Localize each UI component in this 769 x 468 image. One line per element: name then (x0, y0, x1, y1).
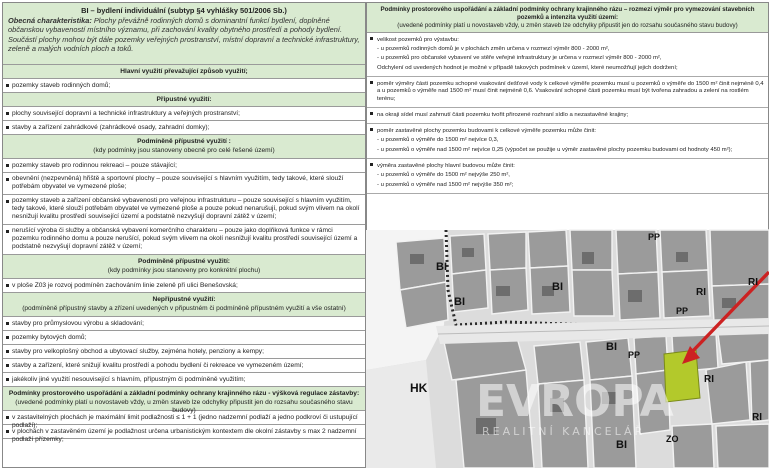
section-header-row (3, 93, 365, 107)
regulation-item-row (3, 107, 365, 121)
zone-label: PP (676, 306, 689, 316)
regulation-item-row (3, 359, 365, 373)
regulation-item: v plochách v zastavěném území je podlažnost určena urbanistickým kontextem dle okolní zástavby s max 2 nadzemní podlaží přízemky; (12, 428, 357, 443)
spatial-conditions-sections (367, 33, 768, 194)
regulation-item-row (3, 225, 365, 255)
zoning-map-svg (366, 230, 769, 468)
regulation-item: stavby a zařízení, které snižují kvalitu prostředí a pohodu bydlení či rekreace ve vymezeném území; (12, 362, 304, 369)
bullet-icon (370, 37, 373, 40)
regulation-item-row (3, 159, 365, 173)
regulation-item-row (3, 411, 365, 429)
regulation-item-row (3, 373, 365, 387)
bullet-icon (6, 364, 9, 367)
bullet-icon (6, 322, 9, 325)
bullet-icon (6, 350, 9, 353)
section-header: Připustné využití: (156, 96, 212, 103)
section-header-row (3, 135, 365, 159)
table-title-cell (3, 3, 365, 65)
section-header: Podmíněně přípustné využití : (137, 138, 231, 145)
condition-line: poměr zastavěné plochy pozemku budovami k celkové výměře pozemku může činit: (377, 128, 597, 135)
condition-line: - u pozemků rodinných domů je v plochách změn určena v rozmezí výměr 800 - 2000 m², (377, 46, 610, 53)
section-note: (uvedené podmínky platí u novostaveb vždy, u změn staveb lze odchylky připustit jen do rozsahu současného stavu budovy) (15, 399, 353, 414)
regulation-item: nerušící výroba či služby a občanská vybavení komerčního charakteru – pouze jako doplňková funkce v rámci pozemku rodinného domu a pouze nerušící, pokud svým vlivem na okolí nesnižují kvalitu prostředí související území a podstatně nezvyšují dopravní zátěž v území; (12, 227, 358, 250)
condition-line: - u pozemků o výměře do 1500 m² nejvýše 250 m², (377, 172, 510, 179)
regulation-item: pozemky staveb a zařízení občanské vybavenosti pro veřejnou infrastrukturu – pouze související s hlavním využitím, tedy takové, které slouží potřebám obyvatel ve vymezené ploše a pouze pokud nenarušují, pokud svým vlivem na okolí nesnižují kvalitu prostředí související území a podstatně nezvyšují dopravní zátěž v území; (12, 197, 360, 220)
regulation-item-row (3, 425, 365, 443)
section-header-row (3, 65, 365, 79)
zone-label: BI (454, 296, 465, 308)
bullet-icon (6, 84, 9, 87)
bullet-icon (6, 178, 9, 181)
bullet-icon (370, 81, 373, 84)
zone-label: PP (648, 232, 661, 242)
condition-line: - u pozemků pro občanské vybavení ve stěře veřejné infrastruktury je určena v rozmezí výměr 800 - 2000 m², (377, 55, 662, 62)
table-title: BI – bydlení individuální (subtyp §4 vyhlášky 501/2006 Sb.) (81, 6, 287, 15)
bullet-icon (6, 200, 9, 203)
regulation-item-row (3, 79, 365, 93)
bullet-icon (370, 112, 373, 115)
regulation-item: stavby pro průmyslovou výrobu a skladování; (12, 320, 144, 327)
bullet-icon (6, 336, 9, 339)
zone-label: RI (704, 374, 714, 385)
condition-line: - u pozemků o výměře nad 1500 m² nejvíce 0,25 (výpočet se použije u výměr zastavěné plochy pozemku budovami od hodnoty 450 m²); (377, 146, 733, 153)
spatial-conditions-note: (uvedené podmínky platí u novostaveb vždy, u změn staveb lze odchylky připustit jen do rozsahu současného stavu budovy) (397, 22, 738, 30)
regulation-item-row (3, 345, 365, 359)
regulation-item-row (3, 173, 365, 195)
regulation-item: stavby a zařízení zahrádkové (zahrádkové osady, zahradní domky); (12, 124, 210, 131)
bullet-icon (6, 230, 9, 233)
regulation-item: v ploše Z03 je rozvoj podmíněn zachováním linie zeleně při ulici Benešovská; (12, 282, 238, 289)
condition-section (367, 33, 768, 77)
zone-label: HK (410, 381, 428, 395)
zone-label: ZO (666, 434, 679, 444)
bullet-icon (6, 416, 9, 419)
bullet-icon (370, 128, 373, 131)
regulation-item: plochy související dopravní a technické infrastruktury a veřejných prostranství; (12, 110, 240, 117)
section-header: Podmíněně přípustné využití: (138, 258, 230, 265)
regulation-item-row (3, 121, 365, 135)
condition-line: poměr výměry části pozemku schopné vsakování dešťové vody k celkové výměře pozemku musí u pozemků o výměře do 1500 m² činit nejméně 0,4 a u pozemků o výměře nad 1500 m² musí činit nejméně 0,6. Vsakování schopné části pozemku musí být tvořena zahradou a zelení na rostlém terénu; (377, 80, 764, 102)
regulation-item: obevnění (nezpevněná) hřiště a sportovní plochy – pouze související s hlavním využitím, tedy takové, které slouží potřebám obyvatel ve vymezené ploše; (12, 175, 344, 190)
section-header-row (3, 387, 365, 414)
spatial-conditions-header: Podmínky prostorového uspořádání a základní podmínky ochrany krajinného rázu – rozmezí výměr pro vymezování stavebních pozemků a intenzita využití území: (uvedené podmínky platí u novostaveb vždy, u změn staveb lze odchylky připustit jen do rozsahu současného stavu budovy) (367, 3, 768, 33)
condition-line: výměra zastavěné plochy hlavní budovou může činit: (377, 163, 515, 170)
condition-line: - u pozemků o výměře do 1500 m² nejvíce 0,3, (377, 137, 499, 144)
watermark-text: EVROPA (476, 376, 674, 427)
section-header: Nepřípustné využití: (152, 296, 216, 303)
bullet-icon (6, 164, 9, 167)
zone-label: PP (628, 350, 641, 360)
zone-label: RI (752, 412, 762, 423)
regulation-item: pozemky staveb rodinných domů; (12, 82, 111, 89)
zoning-map (366, 230, 769, 468)
zone-label: RI (748, 277, 758, 288)
zone-label: BI (552, 281, 563, 293)
condition-section (367, 108, 768, 124)
regulation-item-row (3, 279, 365, 293)
regulation-item: v zastavitelných plochách je maximální limit podlažnosti ≤ 1 + 1 (jedno nadzemní podlaží a jedno podkroví či ustupující podlaží); (12, 414, 358, 429)
section-header-row (3, 255, 365, 279)
condition-line: na okraji sídel musí zahrnutí části pozemku tvořit přirozené rozhraní sídlo a nezastavěné krajiny; (377, 111, 629, 118)
section-header: Hlavní využití převažující způsob využití; (120, 68, 248, 75)
condition-line: velikost pozemků pro výstavbu: (377, 36, 459, 43)
condition-section (367, 124, 768, 159)
regulation-item-row (3, 331, 365, 345)
condition-line: - u pozemků o výměře nad 1500 m² nejvýše 350 m²; (377, 181, 514, 188)
bullet-icon (6, 112, 9, 115)
condition-section (367, 77, 768, 108)
condition-section (367, 159, 768, 194)
section-header-row (3, 293, 365, 317)
regulation-item-row (3, 195, 365, 225)
bullet-icon (6, 126, 9, 129)
section-note: (podmíněně přípustný stavby a zřízení uvedených v připustném či podmíněně přípustném využití a vše ostatní) (22, 305, 346, 312)
zone-label: RI (696, 287, 706, 298)
general-characteristic: Obecná charakteristika: Plochy převážně rodinných domů s dominantní funkcí bydlení, doplněné občanskou vybaveností místního významu, při zachování kvality obytného prostředí a pohody bydlení. Součástí plochy mohou být dále pozemky veřejných prostranství, místní dopravní a technické infrastruktury, zeleně a malých vodních ploch a toků. (8, 16, 360, 54)
bullet-icon (370, 163, 373, 166)
spatial-conditions-box (366, 2, 769, 231)
bullet-icon (6, 284, 9, 287)
regulation-item: pozemky staveb pro rodinnou rekreaci – pouze stávající; (12, 162, 177, 169)
zone-label: BI (436, 261, 447, 273)
zone-label: BI (606, 341, 617, 353)
section-header: Podmínky prostorového uspořádání a základní podmínky ochrany krajinného rázu - výšková regulace zástavby: (8, 390, 360, 397)
section-note: (kdy podmínky jsou stanoveny pro konkrétní plochu) (107, 267, 261, 274)
land-use-regulation-table (2, 2, 366, 468)
bullet-icon (6, 430, 9, 433)
condition-line: Odchylení od uvedených hodnot je možné v případě takových podmínek v území, které neumožňují jejich dodržení; (377, 64, 678, 71)
regulation-item: pozemky bytových domů; (12, 334, 87, 341)
regulation-item: jakékoliv jiné využití nesouvisející s hlavním, přípustným či podmíněně využitím; (12, 376, 246, 383)
bullet-icon (6, 378, 9, 381)
regulation-item-row (3, 317, 365, 331)
regulation-item: stavby pro velkoplošný obchod a ubytovací služby, zejména hotely, penziony a kempy; (12, 348, 264, 355)
zone-label: BI (616, 439, 627, 451)
section-note: (kdy podmínky jsou stanoveny obecně pro celé řešené území) (93, 147, 275, 154)
watermark-subtext: REALITNÍ KANCELÁŘ (482, 425, 646, 438)
